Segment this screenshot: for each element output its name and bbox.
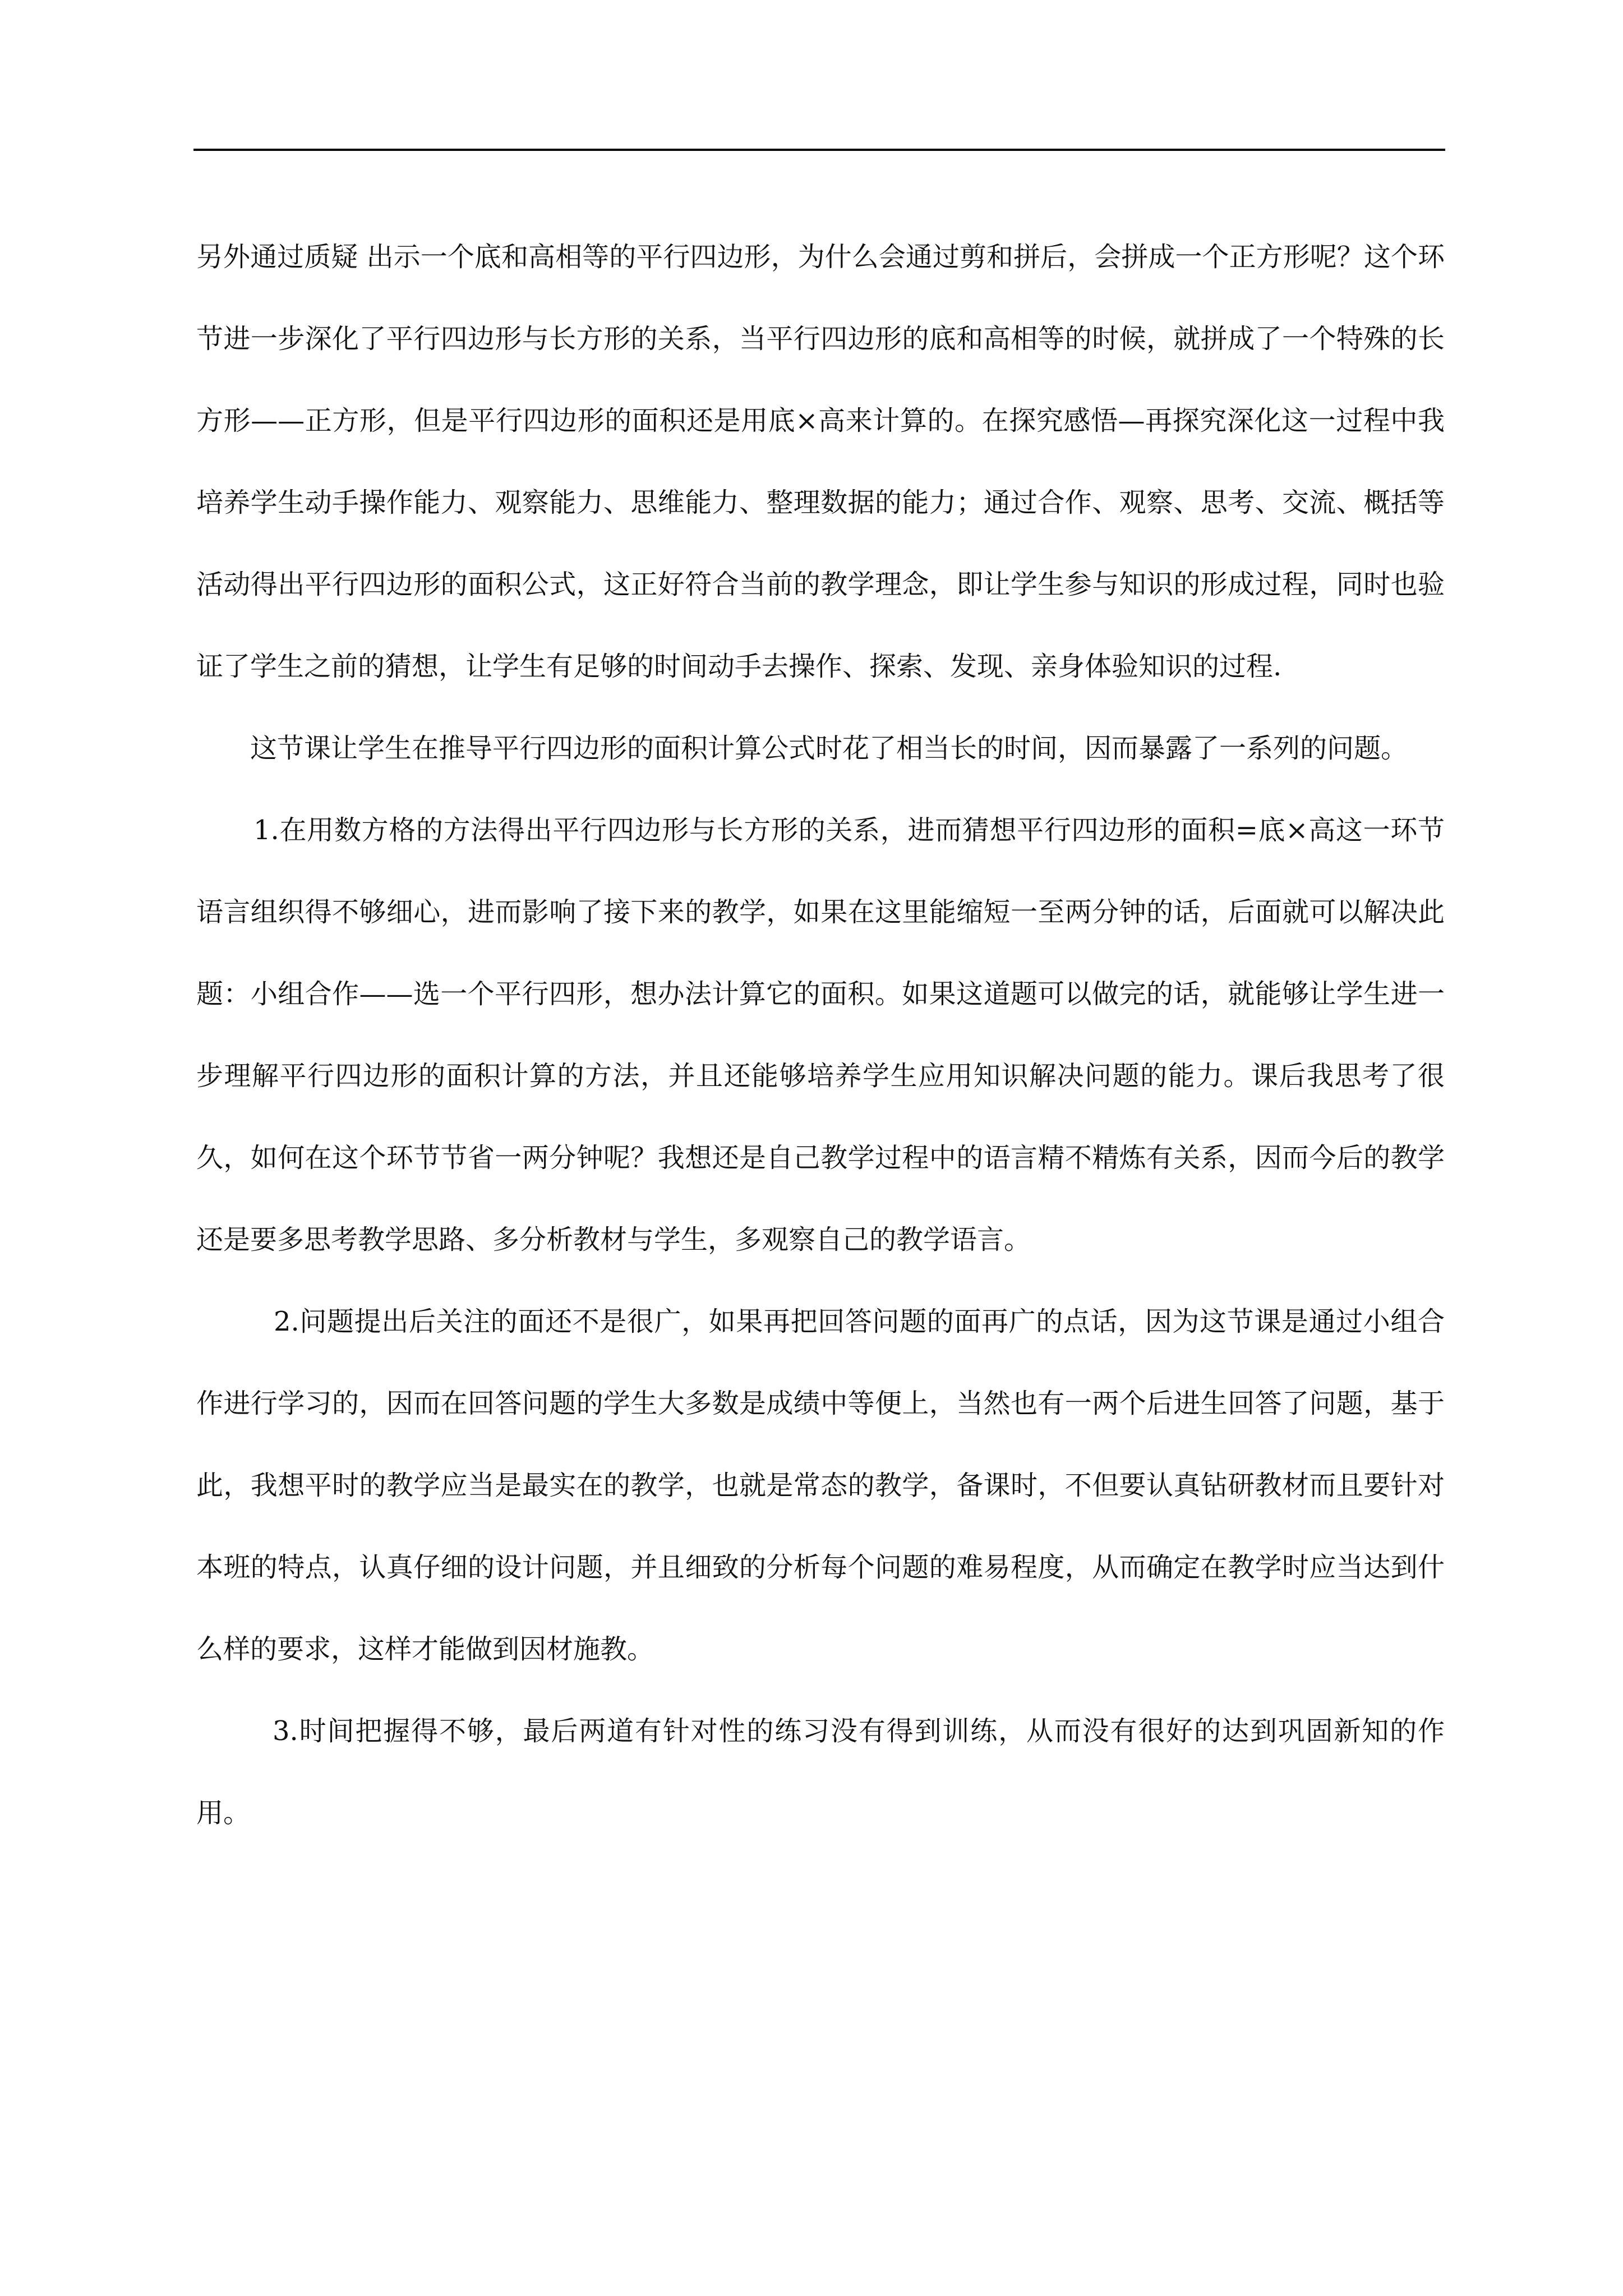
- header-rule: [193, 149, 1445, 151]
- document-body: [196, 216, 1445, 1854]
- paragraph-point-3: 3.时间把握得不够，最后两道有针对性的练习没有得到训练，从而没有很好的达到巩固新知的作用。: [196, 1715, 1445, 1829]
- paragraph-point-1: 1.在用数方格的方法得出平行四边形与长方形的关系，进而猜想平行四边形的面积=底×高这一环节语言组织得不够细心，进而影响了接下来的教学，如果在这里能缩短一至两分钟的话，后面就可以解决此题：小组合作——选一个平行四形，想办法计算它的面积。如果这道题可以做完的话，就能够让学生进一步理解平行四边形的面积计算的方法，并且还能够培养学生应用知识解决问题的能力。课后我思考了很久，如何在这个环节节省一两分钟呢？我想还是自己教学过程中的语言精不精炼有关系，因而今后的教学还是要多思考教学思路、多分析教材与学生，多观察自己的教学语言。: [196, 815, 1445, 1255]
- paragraph-intro: 另外通过质疑 出示一个底和高相等的平行四边形，为什么会通过剪和拼后，会拼成一个正方形呢？这个环节进一步深化了平行四边形与长方形的关系，当平行四边形的底和高相等的时候，就拼成了一个特殊的长方形——正方形，但是平行四边形的面积还是用底×高来计算的。在探究感悟—再探究深化这一过程中我培养学生动手操作能力、观察能力、思维能力、整理数据的能力；通过合作、观察、思考、交流、概括等活动得出平行四边形的面积公式，这正好符合当前的教学理念，即让学生参与知识的形成过程，同时也验证了学生之前的猜想，让学生有足够的时间动手去操作、探索、发现、亲身体验知识的过程.: [196, 241, 1445, 682]
- paragraph-summary: 这节课让学生在推导平行四边形的面积计算公式时花了相当长的时间，因而暴露了一系列的问题。: [250, 733, 1408, 764]
- paragraph-point-2: 2.问题提出后关注的面还不是很广，如果再把回答问题的面再广的点话，因为这节课是通过小组合作进行学习的，因而在回答问题的学生大多数是成绩中等便上，当然也有一两个后进生回答了问题，基于此，我想平时的教学应当是最实在的教学，也就是常态的教学，备课时，不但要认真钻研教材而且要针对本班的特点，认真仔细的设计问题，并且细致的分析每个问题的难易程度，从而确定在教学时应当达到什么样的要求，这样才能做到因材施教。: [196, 1306, 1445, 1665]
